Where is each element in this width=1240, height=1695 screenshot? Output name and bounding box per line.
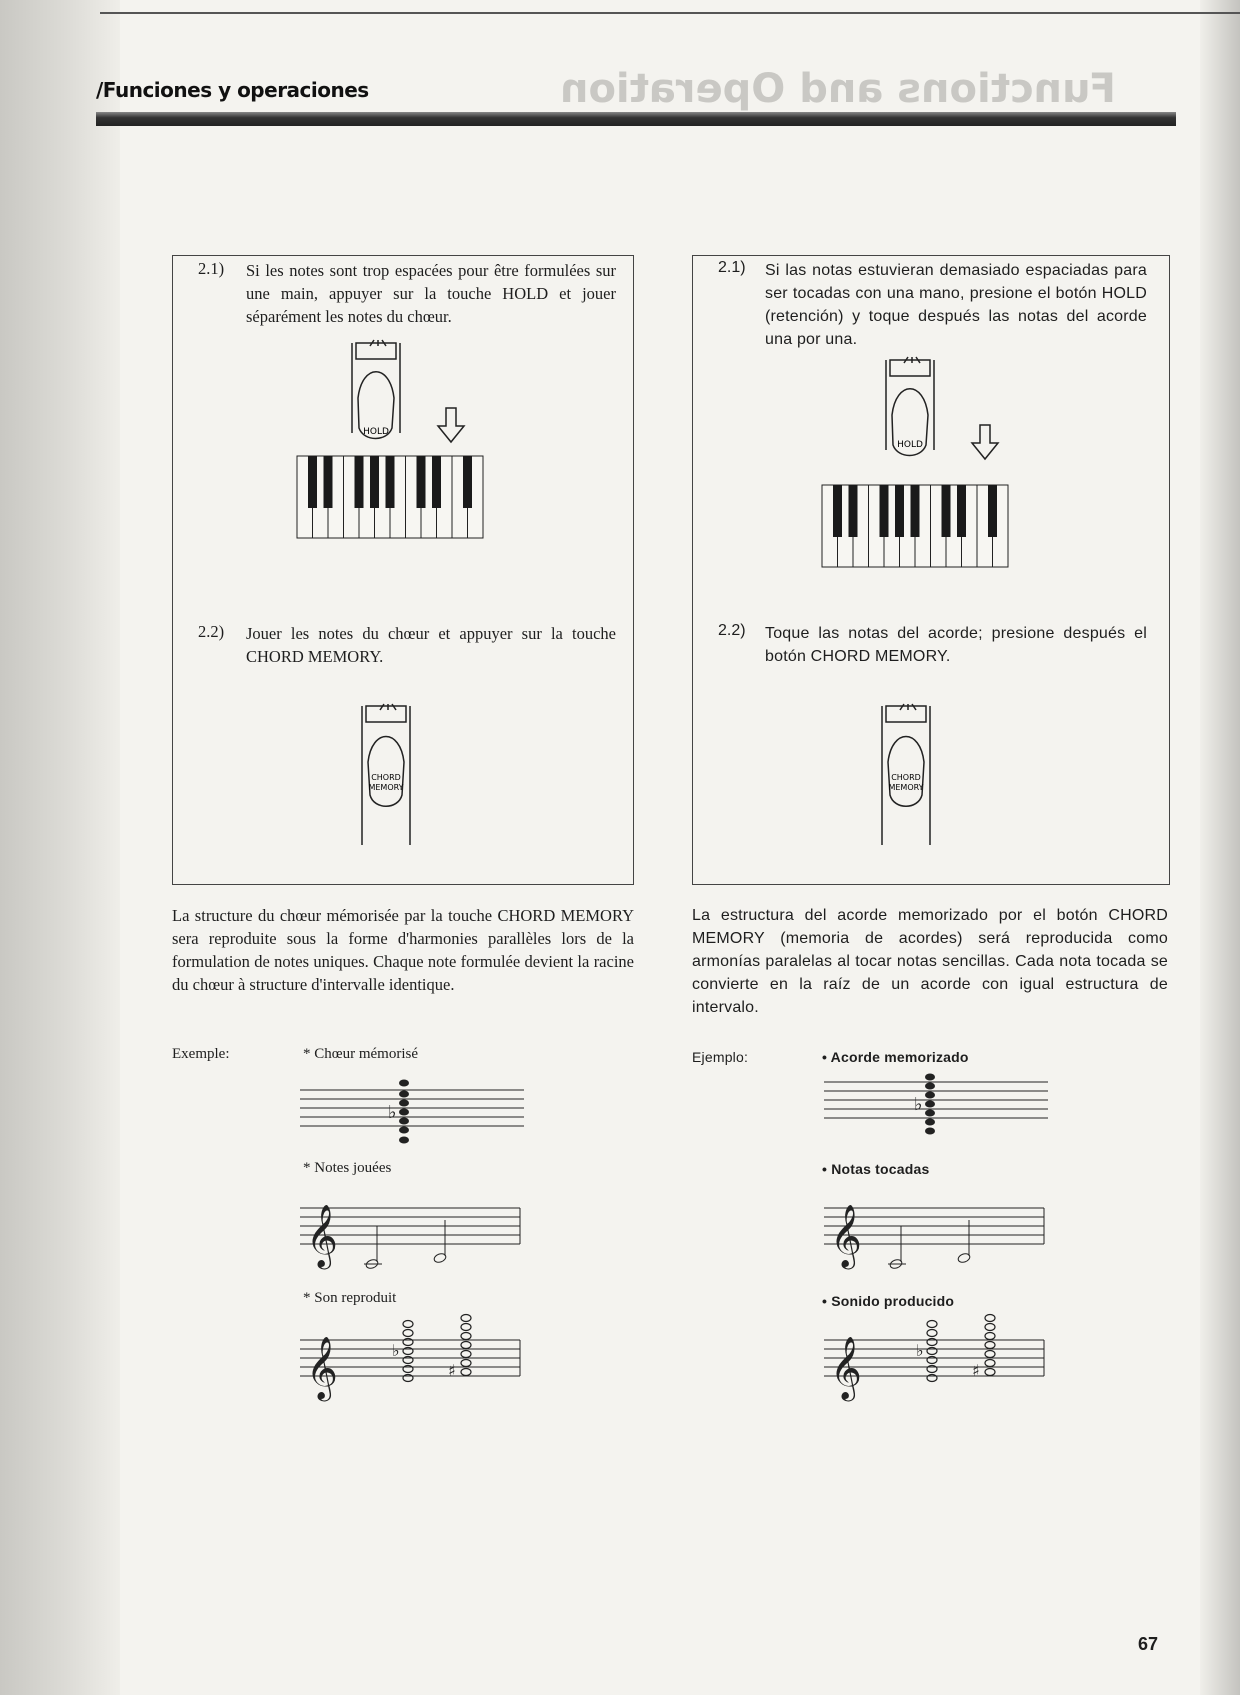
- black-key: [308, 456, 317, 508]
- spanish-staff-produced: [822, 1316, 1062, 1416]
- black-key: [988, 485, 997, 537]
- treble-clef-icon: 𝄞: [306, 1204, 338, 1267]
- spanish-step1-text: Si las notas estuvieran demasiado espaciadas para ser tocadas con una mano, presione el botón HOLD (retención) y toque después las notas del acorde una por una.: [765, 262, 1147, 348]
- black-key: [880, 485, 889, 537]
- black-key: [833, 485, 842, 537]
- black-key: [355, 456, 364, 508]
- french-keyboard: [297, 456, 483, 538]
- flat-icon: ♭: [916, 1341, 924, 1360]
- french-staff-played: [298, 1184, 538, 1284]
- french-staff-memorized: [298, 1068, 538, 1168]
- page-edge-shadow: [1200, 0, 1240, 1695]
- french-example-label: Exemple:: [172, 1046, 230, 1062]
- spanish-hold-illustration: [826, 355, 1026, 585]
- french-example-memorized: * Chœur mémorisé: [303, 1046, 418, 1062]
- spanish-example-produced: • Sonido producido: [822, 1293, 955, 1309]
- spanish-staff-played: [822, 1184, 1062, 1284]
- chord-button-label-1: CHORD: [371, 773, 401, 782]
- black-key: [957, 485, 966, 537]
- sharp-icon: ♯: [972, 1361, 980, 1380]
- french-staff-reproduced: [298, 1316, 538, 1416]
- french-hold-illustration: [292, 338, 492, 548]
- chord-button-label-2: MEMORY: [368, 783, 404, 792]
- treble-clef-icon: 𝄞: [830, 1204, 862, 1267]
- french-step1-number: 2.1): [198, 259, 225, 278]
- section-header: /Funciones y operaciones: [96, 78, 369, 102]
- header-bar: [96, 112, 1176, 126]
- black-key: [417, 456, 426, 508]
- hold-button-label: HOLD: [363, 427, 389, 437]
- spanish-keyboard: [822, 485, 1008, 567]
- flat-icon: ♭: [388, 1102, 397, 1123]
- chord-button-label-2: MEMORY: [888, 783, 924, 792]
- treble-clef-icon: 𝄞: [306, 1336, 338, 1399]
- page-number: 67: [1138, 1634, 1159, 1654]
- black-key: [849, 485, 858, 537]
- black-key: [324, 456, 333, 508]
- treble-clef-icon: 𝄞: [830, 1336, 862, 1399]
- spanish-step2-number: 2.2): [718, 622, 746, 639]
- spanish-chord-memory-illustration: [870, 700, 960, 850]
- spanish-example-label: Ejemplo:: [692, 1049, 749, 1065]
- spanish-example-played: • Notas tocadas: [822, 1161, 930, 1177]
- french-step2-number: 2.2): [198, 622, 225, 641]
- chord-button-label-1: CHORD: [891, 773, 921, 782]
- french-chord-memory-illustration: [350, 700, 440, 850]
- top-rule: [100, 12, 1240, 14]
- flat-icon: ♭: [392, 1341, 400, 1360]
- spanish-step2-text: Toque las notas del acorde; presione después el botón CHORD MEMORY.: [765, 625, 1147, 665]
- black-key: [370, 456, 379, 508]
- binding-shadow: [0, 0, 120, 1695]
- flat-icon: ♭: [914, 1094, 923, 1115]
- header-bleedthrough: Functions and Operation: [560, 66, 1116, 112]
- black-key: [942, 485, 951, 537]
- black-key: [463, 456, 472, 508]
- spanish-staff-memorized: [822, 1068, 1062, 1168]
- french-step1-text: Si les notes sont trop espacées pour être formulées sur une main, appuyer sur la touche HOLD et jouer séparément les notes du chœur.: [246, 261, 616, 326]
- sharp-icon: ♯: [448, 1361, 456, 1380]
- black-key: [911, 485, 920, 537]
- french-example-played: * Notes jouées: [303, 1160, 392, 1176]
- spanish-example-memorized: • Acorde memorizado: [822, 1049, 969, 1065]
- spanish-step1-number: 2.1): [718, 259, 746, 276]
- hold-button-label: HOLD: [897, 440, 923, 450]
- black-key: [895, 485, 904, 537]
- french-paragraph: La structure du chœur mémorisée par la touche CHORD MEMORY sera reproduite sous la forme d'harmonies parallèles lors de la formulation de notes uniques. Chaque note formulée devient la racine du chœur à structure d'intervalle identique.: [172, 906, 634, 994]
- french-example-reproduced: * Son reproduit: [303, 1290, 397, 1306]
- spanish-paragraph: La estructura del acorde memorizado por el botón CHORD MEMORY (memoria de acordes) será reproducida como armonías paralelas al tocar notas sencillas. Cada nota tocada se convierte en la raíz de un acorde con igual estructura de intervalo.: [692, 907, 1168, 1016]
- french-step2-text: Jouer les notes du chœur et appuyer sur la touche CHORD MEMORY.: [246, 624, 616, 666]
- black-key: [432, 456, 441, 508]
- black-key: [386, 456, 395, 508]
